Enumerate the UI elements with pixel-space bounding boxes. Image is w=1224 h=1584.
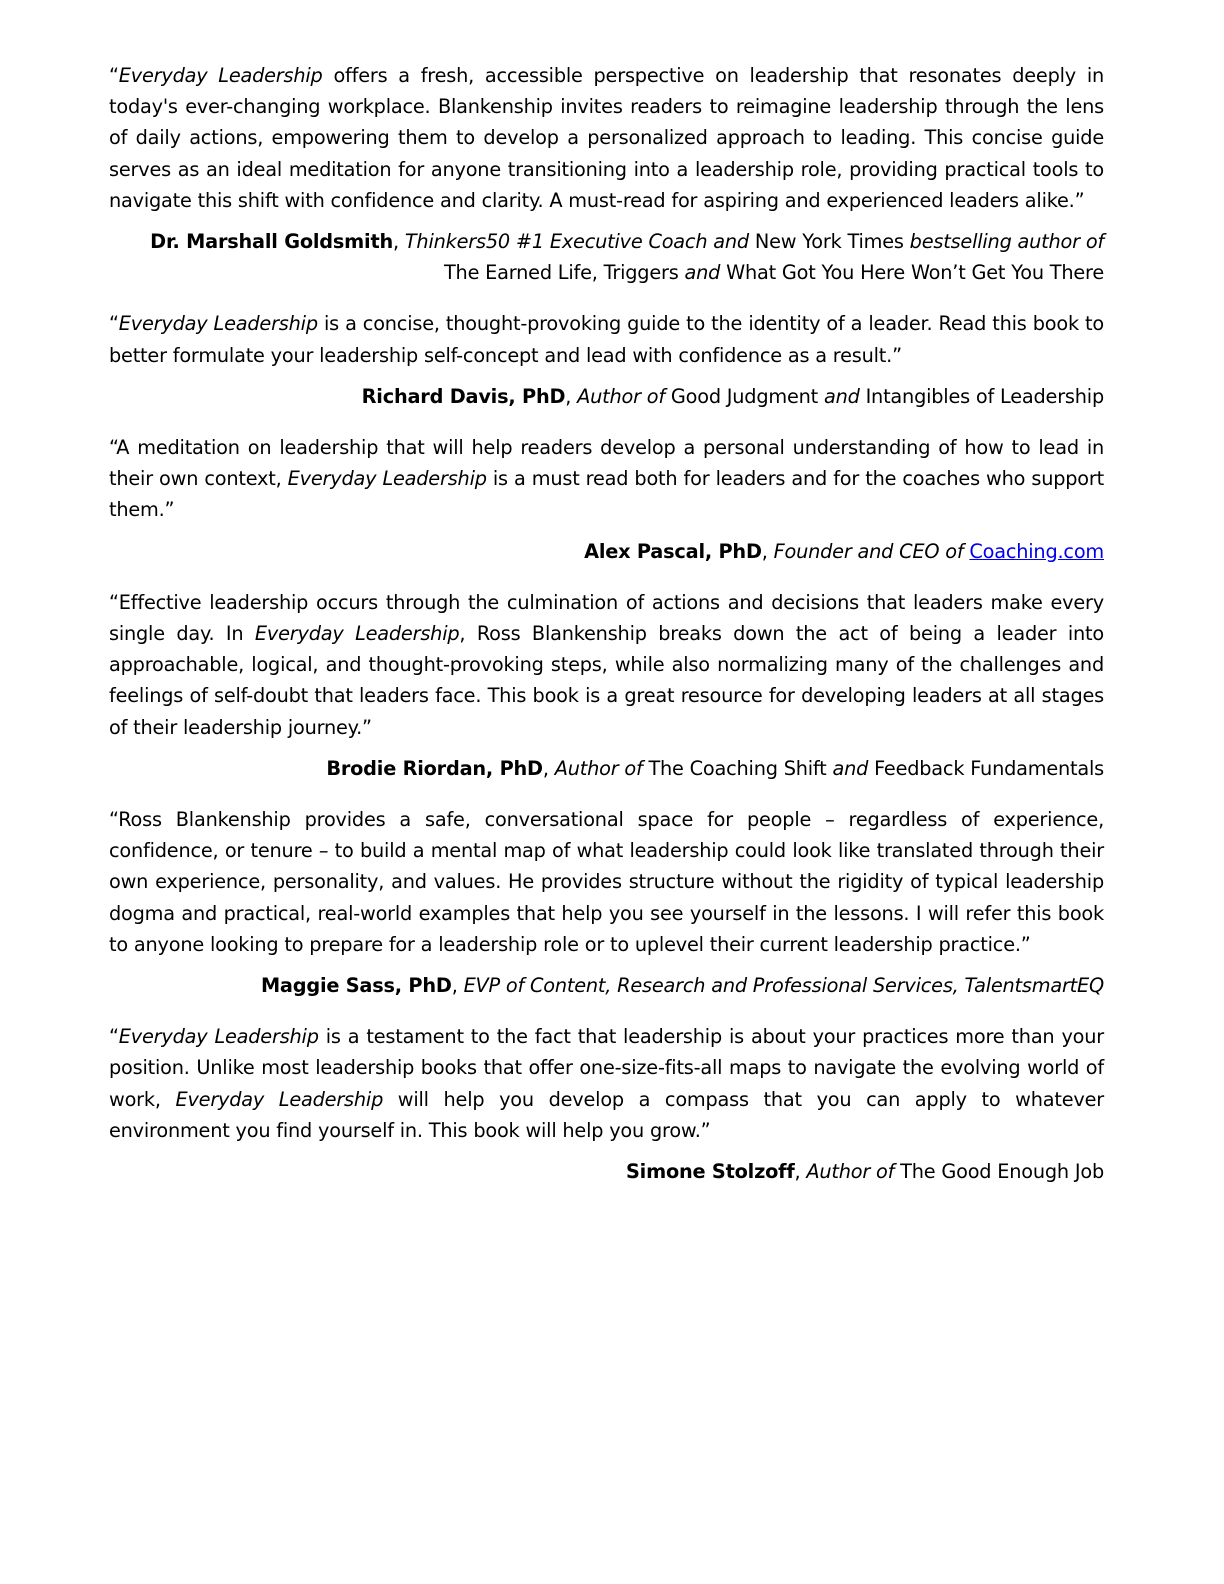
testimonial-quote-stolzoff — [109, 1021, 1104, 1146]
book-title: Everyday Leadership — [118, 1025, 319, 1049]
author-role: Thinkers50 #1 Executive Coach and — [404, 230, 749, 254]
quote-open-mark: “ — [109, 312, 119, 336]
author-role-2: bestselling author of — [909, 230, 1104, 254]
testimonial-attribution-davis — [109, 381, 1104, 412]
publication-name: New York Times — [748, 230, 910, 254]
quote-open-mark: “ — [109, 1025, 119, 1049]
testimonial-attribution-goldsmith — [109, 226, 1104, 288]
conjunction: and — [684, 261, 721, 285]
separator: , — [794, 1160, 807, 1184]
testimonial-attribution-riordan — [109, 753, 1104, 784]
quote-text: is a concise, thought-provoking guide to the identity of a leader. Read this book to better formulate your leadership self-concept and lead with confidence as a result.” — [109, 312, 1104, 367]
testimonial-attribution-stolzoff — [109, 1156, 1104, 1187]
testimonial-quote-sass — [109, 804, 1104, 960]
book-title-2: What Got You Here Won’t Get You There — [720, 261, 1104, 285]
book-title-1: Good Judgment — [664, 384, 824, 408]
quote-open-mark: “ — [109, 64, 119, 87]
quote-text: “Ross Blankenship provides a safe, conversational space for people – regardless of experience, confidence, or tenure – to build a mental map of what leadership could look like translated through their own experience, personality, and values. He provides structure without the rigidity of typical leadership dogma and practical, real-world examples that help you see yourself in the lessons. I will refer this book to anyone looking to prepare for a leadership role or to uplevel their current leadership practice.” — [109, 808, 1104, 956]
testimonial-attribution-pascal — [109, 536, 1104, 567]
author-name: Richard Davis, PhD — [361, 384, 566, 408]
book-title-2: Everyday Leadership — [175, 1087, 384, 1111]
book-title: Everyday Leadership — [118, 312, 318, 336]
author-role: Author of — [554, 756, 643, 780]
separator: , — [565, 384, 578, 408]
quote-text-2: will help you develop a compass that you can apply to whatever environment you find yourself in. This book will help you grow.” — [109, 1087, 1104, 1142]
separator: , — [451, 974, 464, 998]
book-title: Everyday Leadership — [287, 467, 487, 491]
author-name: Simone Stolzoff — [625, 1160, 795, 1184]
testimonials-page — [109, 60, 1104, 1207]
book-title-1: The Coaching Shift — [642, 756, 833, 780]
author-name: Alex Pascal, PhD — [584, 539, 762, 563]
book-title: Everyday Leadership — [118, 64, 323, 87]
author-name: Maggie Sass, PhD — [260, 974, 452, 998]
testimonial-quote-davis — [109, 308, 1104, 370]
author-role: Author of — [577, 384, 665, 408]
author-name: Dr. Marshall Goldsmith — [150, 230, 393, 254]
testimonial-quote-goldsmith — [109, 60, 1104, 216]
author-name: Brodie Riordan, PhD — [326, 756, 543, 780]
separator: , — [542, 756, 555, 780]
quote-text: offers a fresh, accessible perspective on leadership that resonates deeply in today's ever-changing workplace. Blankenship invites readers to reimagine leadership through the lens of daily actions, empowering them to develop a personalized approach to leading. This concise guide serves as an ideal meditation for anyone transitioning into a leadership role, providing practical tools to navigate this shift with confidence and clarity. A must-read for aspiring and experienced leaders alike.” — [109, 64, 1105, 212]
author-role: Author of — [806, 1160, 895, 1184]
conjunction: and — [823, 384, 860, 408]
testimonial-quote-riordan — [109, 587, 1104, 743]
book-titles: The Earned Life, Triggers — [443, 261, 685, 285]
separator: , — [761, 539, 774, 563]
coaching-com-link[interactable]: Coaching.com — [969, 539, 1104, 563]
quote-text: “Effective leadership occurs through the culmination of actions and decisions that leaders make every single day. In — [109, 590, 1104, 646]
book-title-1: The Good Enough Job — [894, 1160, 1104, 1184]
testimonial-quote-pascal — [109, 432, 1104, 526]
quote-text: is a testament to the fact that leadership is about your practices more than your position. Unlike most leadership books that offer one-size-fits-all maps to navigate the evolving world of work, — [109, 1025, 1104, 1111]
author-role: Founder and CEO of — [773, 539, 964, 563]
separator: , — [393, 230, 405, 254]
conjunction: and — [832, 756, 869, 780]
testimonial-attribution-sass — [109, 970, 1104, 1001]
quote-text-2: , Ross Blankenship breaks down the act of being a leader into approachable, logical, and thought-provoking steps, while also normalizing many of the challenges and feelings of self-doubt that leaders face. This book is a great resource for developing leaders at all stages of their leadership journey.” — [109, 622, 1105, 739]
book-title-2: Intangibles of Leadership — [859, 384, 1104, 408]
quote-text-2: is a must read both for leaders and for the coaches who support them.” — [109, 467, 1104, 522]
author-role: EVP of Content, Research and Professional Services, TalentsmartEQ — [463, 974, 1104, 998]
book-title: Everyday Leadership — [254, 622, 460, 646]
quote-text: “A meditation on leadership that will help readers develop a personal understanding of how to lead in their own context, — [109, 436, 1104, 491]
book-title-2: Feedback Fundamentals — [868, 756, 1104, 780]
